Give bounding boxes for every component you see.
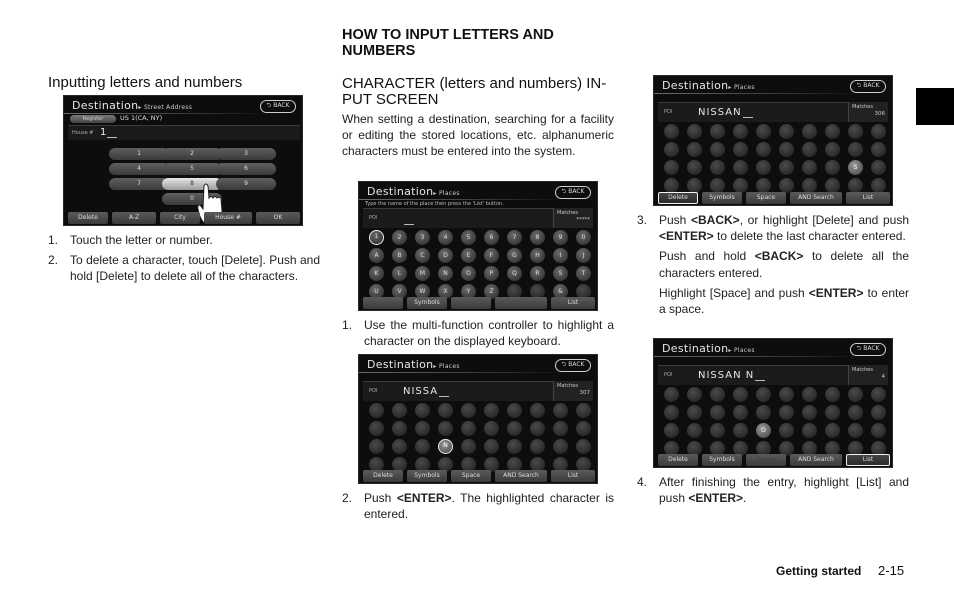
step-2: 2. Push <ENTER>. The highlighted character is entered. [342, 491, 614, 522]
character-screen-heading: CHARACTER (letters and numbers) IN- PUT SCREEN [342, 75, 607, 108]
list-button[interactable]: List [551, 297, 595, 309]
key[interactable]: I [553, 248, 568, 263]
button-row [363, 470, 593, 482]
symbols-button[interactable]: Symbols [407, 297, 447, 309]
key[interactable]: J [576, 248, 591, 263]
button-row [658, 192, 888, 204]
and-search-button[interactable]: AND Search [495, 470, 547, 482]
button-row [68, 212, 298, 224]
step-3: 3. Push <BACK>, or highlight [Delete] and push <ENTER> to delete the last character entered. [637, 213, 909, 244]
left-steps [48, 232, 320, 285]
poi-value: NISSAN N [698, 370, 765, 381]
places-screen-nissan-n [653, 338, 893, 468]
key[interactable]: 3 [415, 230, 430, 245]
space-button[interactable]: Space [746, 454, 786, 466]
key[interactable]: G [507, 248, 522, 263]
divider [654, 93, 854, 94]
house-label: House # [72, 130, 94, 136]
step-4: 4. After finishing the entry, highlight [List] and push <ENTER>. [637, 475, 909, 506]
button-row [363, 297, 593, 309]
key[interactable]: 9 [553, 230, 568, 245]
poi-input[interactable] [658, 365, 848, 385]
key[interactable]: & [553, 284, 568, 299]
back-button[interactable]: ⮌ BACK [260, 100, 296, 113]
places-screen-empty [358, 181, 598, 311]
and-search-button[interactable]: AND Search [790, 454, 842, 466]
button-row [658, 454, 888, 466]
space-button[interactable]: Space [451, 470, 491, 482]
screen-title: Destination▸ Street Address [72, 99, 193, 112]
right-step-4 [637, 474, 909, 506]
back-button[interactable]: ⮌ BACK [850, 80, 886, 93]
house-value: 1 [100, 127, 117, 138]
house-number-field[interactable] [68, 125, 300, 140]
key-3[interactable]: 3 [216, 148, 276, 160]
key[interactable]: 7 [507, 230, 522, 245]
page-footer [776, 563, 904, 578]
city-button[interactable]: City [160, 212, 200, 224]
poi-input[interactable] [363, 381, 553, 401]
middle-step-1 [342, 317, 614, 349]
poi-input[interactable] [363, 208, 553, 228]
matches-count: Matches 307 [553, 381, 593, 401]
key[interactable]: R [530, 266, 545, 281]
key[interactable]: N [438, 266, 453, 281]
street-address-screen [63, 95, 303, 226]
symbols-button[interactable]: Symbols [702, 192, 742, 204]
screen-title: Destination▸ Places [662, 342, 755, 355]
key-5[interactable]: 5 [162, 163, 222, 175]
available-key[interactable]: O [756, 423, 771, 438]
key[interactable]: 2 [392, 230, 407, 245]
space-button[interactable] [451, 297, 491, 309]
instruction-hint: Type the name of the place then press the 'List' button. [365, 201, 504, 207]
chapter-tab-marker [916, 88, 954, 125]
middle-step-2 [342, 490, 614, 522]
key[interactable]: 4 [438, 230, 453, 245]
divider [359, 199, 559, 200]
key[interactable]: Q [507, 266, 522, 281]
key[interactable]: 0 [576, 230, 591, 245]
key-0[interactable]: 0 [162, 193, 222, 205]
key-8[interactable]: 8 [162, 178, 222, 190]
key[interactable]: Z [484, 284, 499, 299]
matches-count: Matches 306 [848, 102, 888, 122]
list-button[interactable]: List [846, 192, 890, 204]
step-3-space: Highlight [Space] and push <ENTER> to enter a space. [659, 285, 910, 317]
register-button[interactable]: Register [70, 115, 116, 123]
delete-button[interactable]: Delete [658, 454, 698, 466]
key[interactable]: H [530, 248, 545, 263]
places-screen-nissan [653, 75, 893, 206]
poi-value: NISSA [403, 386, 449, 397]
screen-title: Destination▸ Places [367, 185, 460, 198]
key[interactable]: X [438, 284, 453, 299]
step-1: 1. Touch the letter or number. [48, 233, 213, 247]
key-1[interactable]: 1 [109, 148, 169, 160]
list-button[interactable]: List [551, 470, 595, 482]
step-3-hold-back: Push and hold <BACK> to delete all the characters entered. [659, 249, 909, 280]
delete-button[interactable]: Delete [658, 192, 698, 204]
key-6[interactable]: 6 [216, 163, 276, 175]
key-9[interactable]: 9 [216, 178, 276, 190]
house-number-button[interactable]: House # [204, 212, 252, 224]
key[interactable]: A [369, 248, 384, 263]
symbols-button[interactable]: Symbols [407, 470, 447, 482]
section-heading-line2: NUMBERS [342, 43, 416, 59]
space-button[interactable]: Space [746, 192, 786, 204]
back-button[interactable]: ⮌ BACK [555, 186, 591, 199]
delete-button[interactable]: Delete [68, 212, 108, 224]
poi-label: POI [369, 388, 378, 394]
key[interactable]: P [484, 266, 499, 281]
poi-label: POI [664, 109, 673, 115]
list-button[interactable]: List [846, 454, 890, 466]
poi-label: POI [664, 372, 673, 378]
left-heading: Inputting letters and numbers [48, 74, 243, 91]
places-screen-nissa [358, 354, 598, 484]
key[interactable]: C [415, 248, 430, 263]
poi-value: NISSAN [698, 107, 753, 118]
key-7[interactable]: 7 [109, 178, 169, 190]
key[interactable]: U [369, 284, 384, 299]
key[interactable]: Y [461, 284, 476, 299]
key[interactable]: 5 [461, 230, 476, 245]
footer-chapter: Getting started [776, 564, 862, 578]
available-key[interactable]: S [848, 160, 863, 175]
intro-paragraph: When setting a destination, searching for a facility or editing the stored locations, etc. alphanumeric characters must be entered into the system. [342, 112, 614, 159]
poi-label: POI [369, 215, 378, 221]
key-2[interactable]: 2 [162, 148, 222, 160]
matches-count: Matches ***** [553, 208, 593, 228]
region-label: US 1(CA, NY) [120, 114, 163, 122]
screen-title: Destination▸ Places [367, 358, 460, 371]
and-search-button[interactable] [495, 297, 547, 309]
step-2: 2. To delete a character, touch [Delete]. Push and hold [Delete] to delete all of the characters. [48, 253, 320, 284]
section-heading-line1: HOW TO INPUT LETTERS AND [342, 27, 554, 43]
right-step-3 [637, 212, 909, 317]
key[interactable]: V [392, 284, 407, 299]
key[interactable]: B [392, 248, 407, 263]
key[interactable]: 8 [530, 230, 545, 245]
key[interactable]: F [484, 248, 499, 263]
footer-page-number: 2-15 [878, 563, 905, 578]
key-4[interactable]: 4 [109, 163, 169, 175]
key[interactable]: D [438, 248, 453, 263]
a-z-button[interactable]: A-Z [112, 212, 156, 224]
divider [359, 372, 559, 373]
key[interactable]: 6 [484, 230, 499, 245]
key[interactable]: T [576, 266, 591, 281]
screen-title: Destination▸ Places [662, 79, 755, 92]
back-button[interactable]: ⮌ BACK [850, 343, 886, 356]
step-1: 1. Use the multi-function controller to highlight a character on the displayed keyboard. [342, 318, 614, 349]
key[interactable]: L [392, 266, 407, 281]
section-heading [342, 27, 554, 59]
highlighted-key[interactable]: N [438, 439, 453, 454]
key[interactable]: 1 [369, 230, 384, 245]
key[interactable]: W [415, 284, 430, 299]
poi-input[interactable] [658, 102, 848, 122]
delete-button[interactable] [363, 297, 403, 309]
key[interactable]: M [415, 266, 430, 281]
back-button[interactable]: ⮌ BACK [555, 359, 591, 372]
key[interactable]: K [369, 266, 384, 281]
matches-count: Matches 4 [848, 365, 888, 385]
divider [654, 356, 854, 357]
symbols-button[interactable]: Symbols [702, 454, 742, 466]
and-search-button[interactable]: AND Search [790, 192, 842, 204]
poi-value [403, 214, 414, 225]
key[interactable]: O [461, 266, 476, 281]
key[interactable]: E [461, 248, 476, 263]
delete-button[interactable]: Delete [363, 470, 403, 482]
key[interactable]: S [553, 266, 568, 281]
ok-button[interactable]: OK [256, 212, 300, 224]
divider [64, 113, 264, 114]
